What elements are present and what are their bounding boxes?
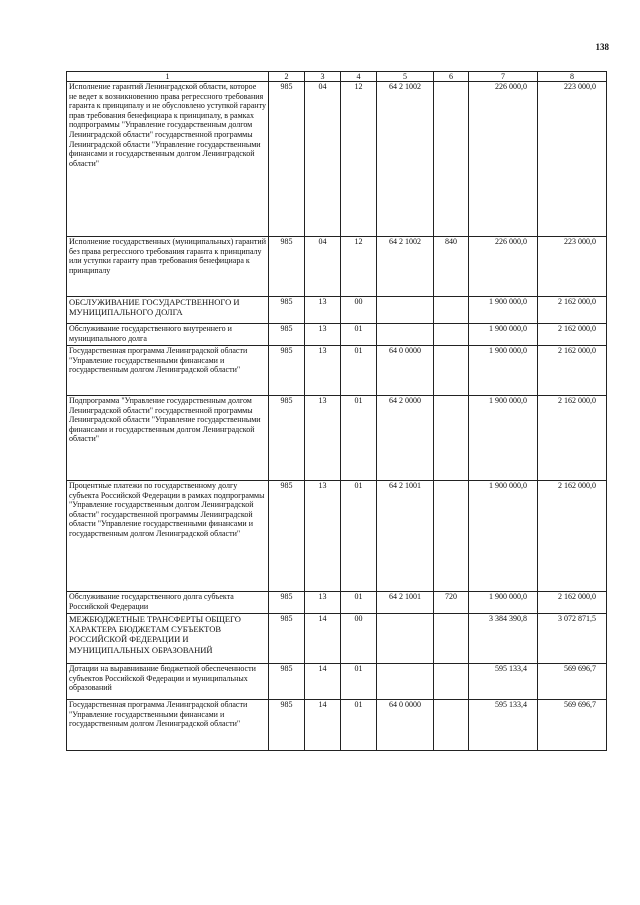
table-row <box>67 297 607 324</box>
cell-amount-year2: 569 696,7 <box>538 700 607 751</box>
cell-grbs: 985 <box>269 664 305 700</box>
table-row <box>67 237 607 297</box>
page-number: 138 <box>595 42 609 52</box>
row-name: Исполнение государственных (муниципальных) гарантий без права регрессного требования гаранта к принципалу или уступки гаранту прав требования бенефициара к принципалу <box>67 237 269 297</box>
cell-amount-year2: 569 696,7 <box>538 664 607 700</box>
cell-target-article <box>377 664 434 700</box>
cell-amount-year1: 1 900 000,0 <box>469 592 538 614</box>
cell-target-article <box>377 324 434 346</box>
cell-section: 13 <box>305 346 341 396</box>
col-header: 1 <box>67 72 269 82</box>
cell-amount-year1: 595 133,4 <box>469 664 538 700</box>
cell-grbs: 985 <box>269 346 305 396</box>
cell-target-article: 64 2 1001 <box>377 481 434 592</box>
cell-amount-year1: 3 384 390,8 <box>469 614 538 664</box>
cell-target-article: 64 2 1002 <box>377 82 434 237</box>
cell-amount-year1: 1 900 000,0 <box>469 481 538 592</box>
row-name: Государственная программа Ленинградской области "Управление государственными финансами и государственным долгом Ленинградской области" <box>67 346 269 396</box>
cell-subsection: 01 <box>341 396 377 481</box>
cell-grbs: 985 <box>269 614 305 664</box>
cell-section: 13 <box>305 481 341 592</box>
cell-amount-year2: 2 162 000,0 <box>538 324 607 346</box>
cell-amount-year1: 1 900 000,0 <box>469 346 538 396</box>
cell-grbs: 985 <box>269 481 305 592</box>
cell-subsection: 00 <box>341 297 377 324</box>
cell-target-article: 64 0 0000 <box>377 346 434 396</box>
cell-subsection: 00 <box>341 614 377 664</box>
cell-expense-type <box>434 700 469 751</box>
row-name: Обслуживание государственного внутреннего и муниципального долга <box>67 324 269 346</box>
cell-expense-type <box>434 396 469 481</box>
cell-amount-year2: 2 162 000,0 <box>538 481 607 592</box>
cell-target-article: 64 2 0000 <box>377 396 434 481</box>
cell-target-article <box>377 614 434 664</box>
cell-subsection: 01 <box>341 664 377 700</box>
cell-subsection: 12 <box>341 82 377 237</box>
cell-section: 04 <box>305 237 341 297</box>
row-name: Процентные платежи по государственному долгу субъекта Российской Федерации в рамках подпрограммы "Управление государственным долгом Ленинградской области" государственной программы Ленинградской области "Управление государственными финансами и государственным долгом Ленинградской области" <box>67 481 269 592</box>
cell-grbs: 985 <box>269 324 305 346</box>
cell-subsection: 01 <box>341 324 377 346</box>
cell-amount-year2: 2 162 000,0 <box>538 297 607 324</box>
cell-amount-year1: 1 900 000,0 <box>469 396 538 481</box>
cell-amount-year1: 595 133,4 <box>469 700 538 751</box>
cell-grbs: 985 <box>269 82 305 237</box>
cell-subsection: 01 <box>341 700 377 751</box>
cell-subsection: 12 <box>341 237 377 297</box>
cell-section: 13 <box>305 396 341 481</box>
cell-amount-year2: 2 162 000,0 <box>538 346 607 396</box>
table-row <box>67 664 607 700</box>
cell-amount-year2: 3 072 871,5 <box>538 614 607 664</box>
cell-subsection: 01 <box>341 592 377 614</box>
cell-expense-type <box>434 346 469 396</box>
cell-amount-year1: 1 900 000,0 <box>469 297 538 324</box>
row-name: Дотации на выравнивание бюджетной обеспеченности субъектов Российской Федерации и муниципальных образований <box>67 664 269 700</box>
row-name: Государственная программа Ленинградской области "Управление государственными финансами и государственным долгом Ленинградской области" <box>67 700 269 751</box>
cell-amount-year2: 2 162 000,0 <box>538 396 607 481</box>
table-row <box>67 700 607 751</box>
cell-section: 13 <box>305 592 341 614</box>
table-row <box>67 592 607 614</box>
cell-subsection: 01 <box>341 346 377 396</box>
table-row <box>67 346 607 396</box>
cell-target-article <box>377 297 434 324</box>
cell-expense-type <box>434 481 469 592</box>
table-row <box>67 396 607 481</box>
col-header: 7 <box>469 72 538 82</box>
cell-amount-year2: 223 000,0 <box>538 237 607 297</box>
cell-amount-year1: 1 900 000,0 <box>469 324 538 346</box>
header-row <box>67 72 607 82</box>
cell-amount-year1: 226 000,0 <box>469 82 538 237</box>
table-row <box>67 481 607 592</box>
cell-expense-type: 840 <box>434 237 469 297</box>
col-header: 4 <box>341 72 377 82</box>
cell-section: 04 <box>305 82 341 237</box>
row-name: МЕЖБЮДЖЕТНЫЕ ТРАНСФЕРТЫ ОБЩЕГО ХАРАКТЕРА БЮДЖЕТАМ СУБЪЕКТОВ РОССИЙСКОЙ ФЕДЕРАЦИИ И МУНИЦИПАЛЬНЫХ ОБРАЗОВАНИЙ <box>67 614 269 664</box>
row-name: Исполнение гарантий Ленинградской области, которое не ведет к возникновению права регрессного требования гаранта к принципалу и не обусловлено уступкой гаранту прав требования бенефициара к принципалу, в рамках подпрограммы "Управление государственным долгом Ленинградской области" государственной программы Ленинградской области "Управление государственными финансами и государственным долгом Ленинградской области" <box>67 82 269 237</box>
table-row <box>67 82 607 237</box>
cell-amount-year2: 2 162 000,0 <box>538 592 607 614</box>
cell-expense-type <box>434 614 469 664</box>
cell-target-article: 64 2 1002 <box>377 237 434 297</box>
cell-expense-type <box>434 297 469 324</box>
row-name: Обслуживание государственного долга субъекта Российской Федерации <box>67 592 269 614</box>
col-header: 6 <box>434 72 469 82</box>
cell-target-article: 64 2 1001 <box>377 592 434 614</box>
col-header: 3 <box>305 72 341 82</box>
table-row <box>67 324 607 346</box>
col-header: 5 <box>377 72 434 82</box>
cell-section: 14 <box>305 664 341 700</box>
cell-grbs: 985 <box>269 237 305 297</box>
row-name: Подпрограмма "Управление государственным долгом Ленинградской области" государственной программы Ленинградской области "Управление государственными финансами и государственным долгом Ленинградской области" <box>67 396 269 481</box>
cell-expense-type <box>434 664 469 700</box>
cell-target-article: 64 0 0000 <box>377 700 434 751</box>
col-header: 2 <box>269 72 305 82</box>
cell-grbs: 985 <box>269 297 305 324</box>
cell-grbs: 985 <box>269 592 305 614</box>
cell-amount-year1: 226 000,0 <box>469 237 538 297</box>
cell-subsection: 01 <box>341 481 377 592</box>
cell-expense-type <box>434 82 469 237</box>
cell-section: 14 <box>305 700 341 751</box>
cell-grbs: 985 <box>269 396 305 481</box>
row-name: ОБСЛУЖИВАНИЕ ГОСУДАРСТВЕННОГО И МУНИЦИПАЛЬНОГО ДОЛГА <box>67 297 269 324</box>
table-row <box>67 614 607 664</box>
budget-table <box>66 71 607 751</box>
cell-expense-type <box>434 324 469 346</box>
cell-grbs: 985 <box>269 700 305 751</box>
cell-amount-year2: 223 000,0 <box>538 82 607 237</box>
cell-section: 13 <box>305 324 341 346</box>
cell-expense-type: 720 <box>434 592 469 614</box>
cell-section: 13 <box>305 297 341 324</box>
col-header: 8 <box>538 72 607 82</box>
cell-section: 14 <box>305 614 341 664</box>
